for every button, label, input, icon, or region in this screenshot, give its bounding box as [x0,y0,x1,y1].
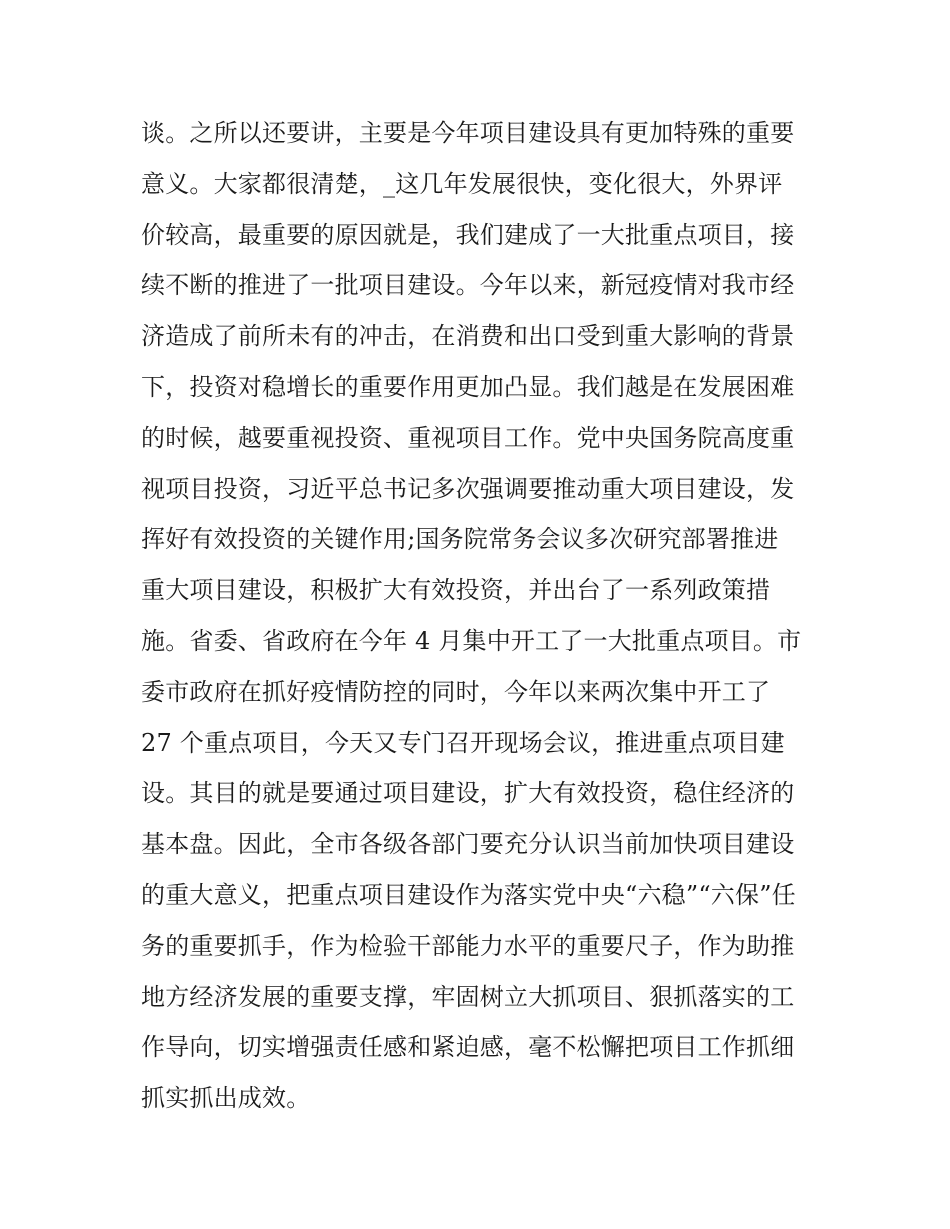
text-line: 的重大意义，把重点项目建设作为落实党中央“六稳”“六保”任 [141,880,796,909]
text-line: 续不断的推进了一批项目建设。今年以来，新冠疫情对我市经 [141,271,795,300]
text-line: 价较高，最重要的原因就是，我们建成了一大批重点项目，接 [141,220,795,249]
text-line: 委市政府在抓好疫情防控的同时，今年以来两次集中开工了 [141,677,771,706]
text-line: 作导向，切实增强责任感和紧迫感，毫不松懈把项目工作抓细 [141,1033,795,1062]
text-line: 济造成了前所未有的冲击，在消费和出口受到重大影响的背景 [141,322,795,351]
text-line: 谈。之所以还要讲，主要是今年项目建设具有更加特殊的重要 [141,119,795,147]
text-line: 意义。大家都很清楚，_这几年发展很快，变化很大，外界评 [141,169,783,198]
text-line: 27 个重点项目，今天又专门召开现场会议，推进重点项目建 [141,728,785,757]
text-line: 施。省委、省政府在今年 4 月集中开工了一大批重点项目。市 [141,626,802,655]
text-line: 抓实抓出成效。 [141,1084,311,1113]
text-line: 重大项目建设，积极扩大有效投资，并出台了一系列政策措 [141,576,771,605]
text-line: 挥好有效投资的关键作用;国务院常务会议多次研究部署推进 [141,525,779,554]
text-line: 下，投资对稳增长的重要作用更加凸显。我们越是在发展困难 [141,372,795,401]
text-line: 视项目投资，习近平总书记多次强调要推动重大项目建设，发 [141,474,795,503]
text-line: 务的重要抓手，作为检验干部能力水平的重要尺子，作为助推 [141,931,795,960]
text-line: 基本盘。因此，全市各级各部门要充分认识当前加快项目建设 [141,830,795,859]
text-line: 地方经济发展的重要支撑，牢固树立大抓项目、狠抓落实的工 [141,982,795,1011]
text-line: 设。其目的就是要通过项目建设，扩大有效投资，稳住经济的 [141,779,795,808]
text-line: 的时候，越要重视投资、重视项目工作。党中央国务院高度重 [141,423,795,452]
body-paragraph [141,108,821,1124]
